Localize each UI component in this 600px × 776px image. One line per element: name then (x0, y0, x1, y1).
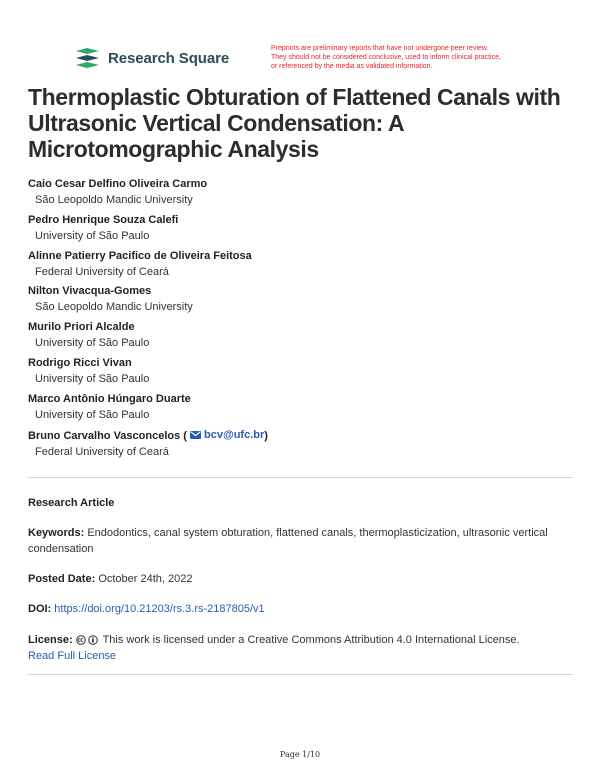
preprint-notice (271, 44, 541, 71)
author-name[interactable]: Rodrigo Ricci Vivan (28, 356, 132, 369)
author-name[interactable]: Alinne Patierry Pacifico de Oliveira Feitosa (28, 249, 252, 262)
license (28, 632, 573, 664)
posted-date-value: October 24th, 2022 (98, 573, 193, 585)
author-list (28, 176, 568, 462)
posted-date-label: Posted Date: (28, 573, 96, 585)
research-square-logo-icon (74, 47, 101, 69)
page-number: Page 1/10 (279, 750, 321, 759)
author-name[interactable]: Pedro Henrique Souza Calefi (28, 213, 179, 226)
brand-name: Research Square (108, 49, 230, 67)
corresponding-author (28, 427, 568, 463)
email-link[interactable] (190, 427, 264, 443)
author-name[interactable]: Nilton Vivacqua-Gomes (28, 285, 152, 298)
author-affiliation: Federal University of Ceará (35, 445, 169, 458)
author-affiliation: University of São Paulo (35, 337, 150, 350)
research-square-logo[interactable] (74, 47, 229, 69)
license-label: License: (28, 634, 73, 646)
author-affiliation: University of São Paulo (35, 372, 150, 385)
divider (28, 674, 573, 675)
cc-icon (76, 635, 86, 645)
author-item (28, 212, 568, 248)
email-address: bcv@ufc.br (204, 428, 265, 441)
divider (28, 477, 573, 478)
keywords-label: Keywords: (28, 527, 85, 539)
license-text: This work is licensed under a Creative Commons Attribution 4.0 International License. (102, 634, 520, 646)
read-full-license-link[interactable]: Read Full License (28, 650, 117, 662)
author-name[interactable]: Murilo Priori Alcalde (28, 321, 135, 334)
author-affiliation: University of São Paulo (35, 229, 150, 242)
paper-title: Thermoplastic Obturation of Flattened Canals with Ultrasonic Vertical Condensation: A Microtomographic Analysis (28, 84, 561, 162)
doi-link[interactable]: https://doi.org/10.21203/rs.3.rs-2187805/v1 (54, 603, 265, 615)
attribution-icon (88, 635, 98, 645)
creative-commons-badge[interactable] (76, 635, 100, 645)
author-item (28, 248, 568, 284)
doi (28, 601, 573, 617)
notice-line: They should not be considered conclusive, used to inform clinical practice, (271, 54, 501, 61)
doi-label: DOI: (28, 603, 52, 615)
notice-line: Preprints are preliminary reports that have not undergone peer review. (271, 45, 489, 52)
author-item (28, 176, 568, 212)
paren-open: ( (183, 429, 187, 442)
author-affiliation: University of São Paulo (35, 408, 150, 421)
article-type-label: Research Article (28, 497, 115, 509)
author-affiliation: São Leopoldo Mandic University (35, 194, 193, 206)
envelope-icon (190, 431, 201, 439)
author-item (28, 391, 568, 427)
author-item (28, 283, 568, 319)
keywords (28, 525, 573, 557)
author-name[interactable]: Marco Antônio Húngaro Duarte (28, 392, 191, 405)
notice-line: or referenced by the media as validated information. (271, 63, 433, 70)
author-item (28, 319, 568, 355)
article-type (28, 495, 573, 511)
author-item (28, 355, 568, 391)
posted-date (28, 571, 573, 587)
corresponding-author-name-line (28, 427, 568, 444)
author-affiliation: São Leopoldo Mandic University (35, 301, 193, 314)
paren-close: ) (264, 429, 268, 442)
author-name[interactable]: Caio Cesar Delfino Oliveira Carmo (28, 178, 208, 190)
author-affiliation: Federal University of Ceará (35, 265, 169, 278)
author-name[interactable]: Bruno Carvalho Vasconcelos (28, 429, 181, 442)
keywords-value: Endodontics, canal system obturation, flattened canals, thermoplasticization, ultrasonic vertical condensation (28, 527, 548, 555)
